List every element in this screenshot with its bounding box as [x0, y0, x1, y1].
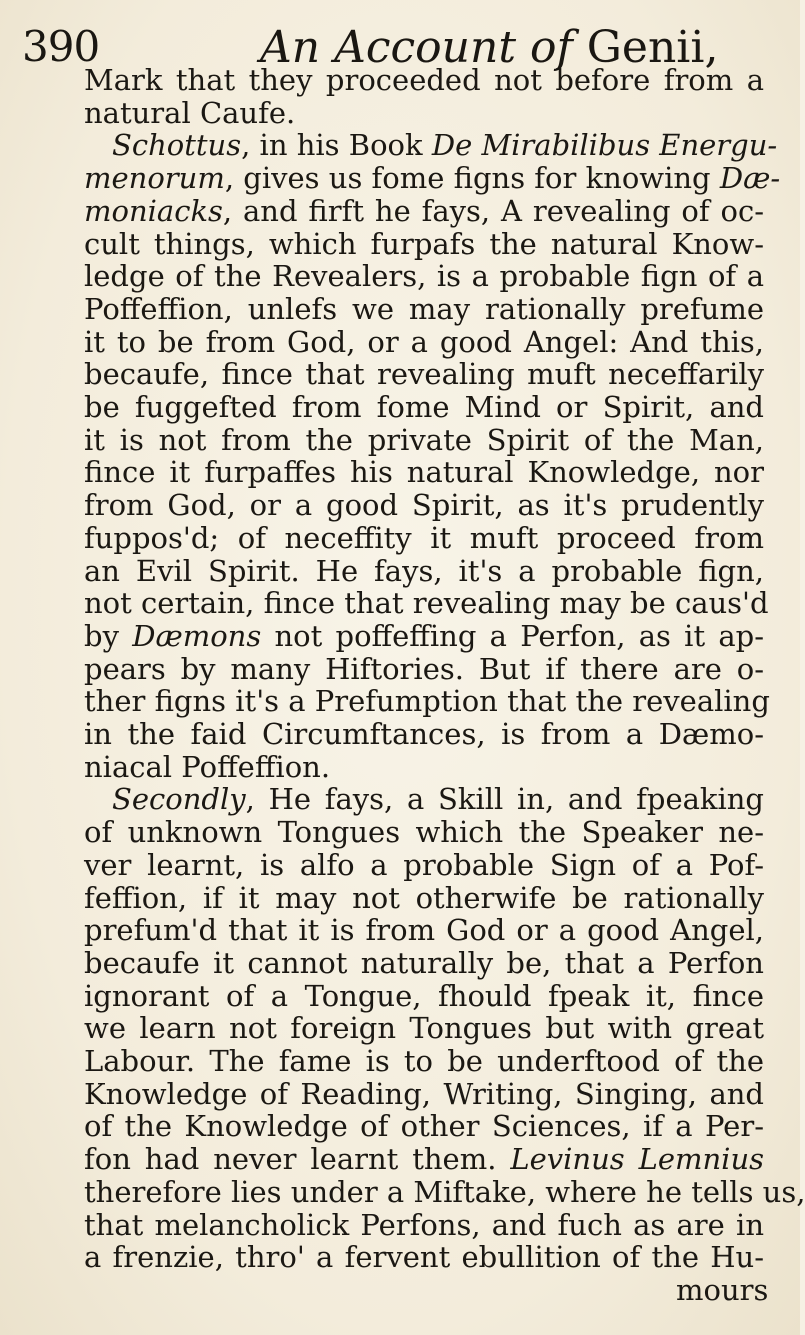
text-span: therefore lies under a Miftake, where he tells us, — [84, 1174, 805, 1209]
text-span: mours — [676, 1272, 769, 1307]
text-span: that melancholick Perfons, and fuch as are in — [84, 1207, 764, 1242]
text-span: it is not from the private Spirit of the Man, — [84, 422, 764, 457]
italic-text: Dæ- — [719, 161, 781, 196]
text-span: not poffeffing a Perfon, as it ap- — [261, 618, 765, 653]
text-span: , gives us fome figns for knowing — [224, 161, 720, 196]
text-span: becaufe, fince that revealing muft neceffarily — [84, 357, 764, 392]
running-head-roman: Genii, — [586, 22, 719, 73]
text-span: feffion, if it may not otherwife be rationally — [84, 880, 764, 915]
text-span: ledge of the Revealers, is a probable fign of a — [84, 259, 764, 294]
italic-text: menorum — [84, 161, 225, 196]
italic-text: Levinus Lemnius — [510, 1142, 765, 1177]
text-span: by — [84, 618, 133, 653]
text-span: , and firft he fays, A revealing of oc- — [222, 193, 764, 228]
text-span: becaufe it cannot naturally be, that a Perfon — [84, 945, 764, 980]
text-span: it to be from God, or a good Angel: And this, — [84, 324, 764, 359]
italic-text: Schottus — [112, 128, 242, 163]
text-span: an Evil Spirit. He fays, it's a probable fign, — [84, 553, 764, 588]
italic-text: De Mirabilibus Energu- — [431, 128, 778, 163]
text-span: Labour. The fame is to be underftood of the — [84, 1044, 764, 1078]
italic-text: Dæmons — [132, 618, 262, 653]
text-span: Mark that they proceeded not before from a — [84, 63, 764, 97]
text-span: a frenzie, thro' a fervent ebullition of the Hu- — [84, 1240, 764, 1275]
text-span: fince it furpaffes his natural Knowledge, nor — [84, 455, 764, 490]
text-span: in the faid Circumftances, is from a Dæmo- — [84, 717, 764, 751]
text-span: ignorant of a Tongue, fhould fpeak it, fince — [84, 978, 764, 1013]
text-span: of unknown Tongues which the Speaker ne- — [84, 815, 764, 850]
text-span: not certain, fince that revealing may be caus'd — [84, 586, 769, 621]
text-span: pears by many Hiftories. But if there are o- — [84, 651, 764, 686]
text-line — [676, 1270, 769, 1310]
text-span: fuppos'd; of neceffity it muft proceed from — [84, 520, 764, 555]
text-span: ther figns it's a Prefumption that the revealing — [84, 684, 770, 719]
page-number: 390 — [22, 22, 100, 71]
text-span: , in his Book — [241, 128, 432, 163]
text-span: , He fays, a Skill in, and fpeaking — [245, 782, 764, 817]
text-span: ver learnt, is alfo a probable Sign of a Pof- — [84, 847, 764, 882]
text-span: natural Caufe. — [84, 95, 296, 130]
running-head-italic: An Account of — [260, 22, 573, 73]
text-span: we learn not foreign Tongues but with great — [84, 1011, 764, 1046]
text-span: cult things, which furpafs the natural Know- — [84, 226, 764, 261]
text-span: be fuggefted from fome Mind or Spirit, and — [84, 390, 764, 424]
italic-text: Secondly — [112, 782, 246, 817]
text-span: Knowledge of Reading, Writing, Singing, and — [84, 1076, 764, 1111]
text-span: from God, or a good Spirit, as it's prudently — [84, 488, 764, 523]
text-line — [84, 1237, 764, 1277]
text-span: of the Knowledge of other Sciences, if a Per- — [84, 1109, 764, 1144]
text-span: niacal Poffeffion. — [84, 749, 331, 784]
italic-text: moniacks — [84, 193, 223, 228]
text-span: fon had never learnt them. — [84, 1142, 511, 1177]
text-span: prefum'd that it is from God or a good Angel, — [84, 913, 764, 948]
text-span: Poffeffion, unlefs we may rationally prefume — [84, 291, 764, 326]
